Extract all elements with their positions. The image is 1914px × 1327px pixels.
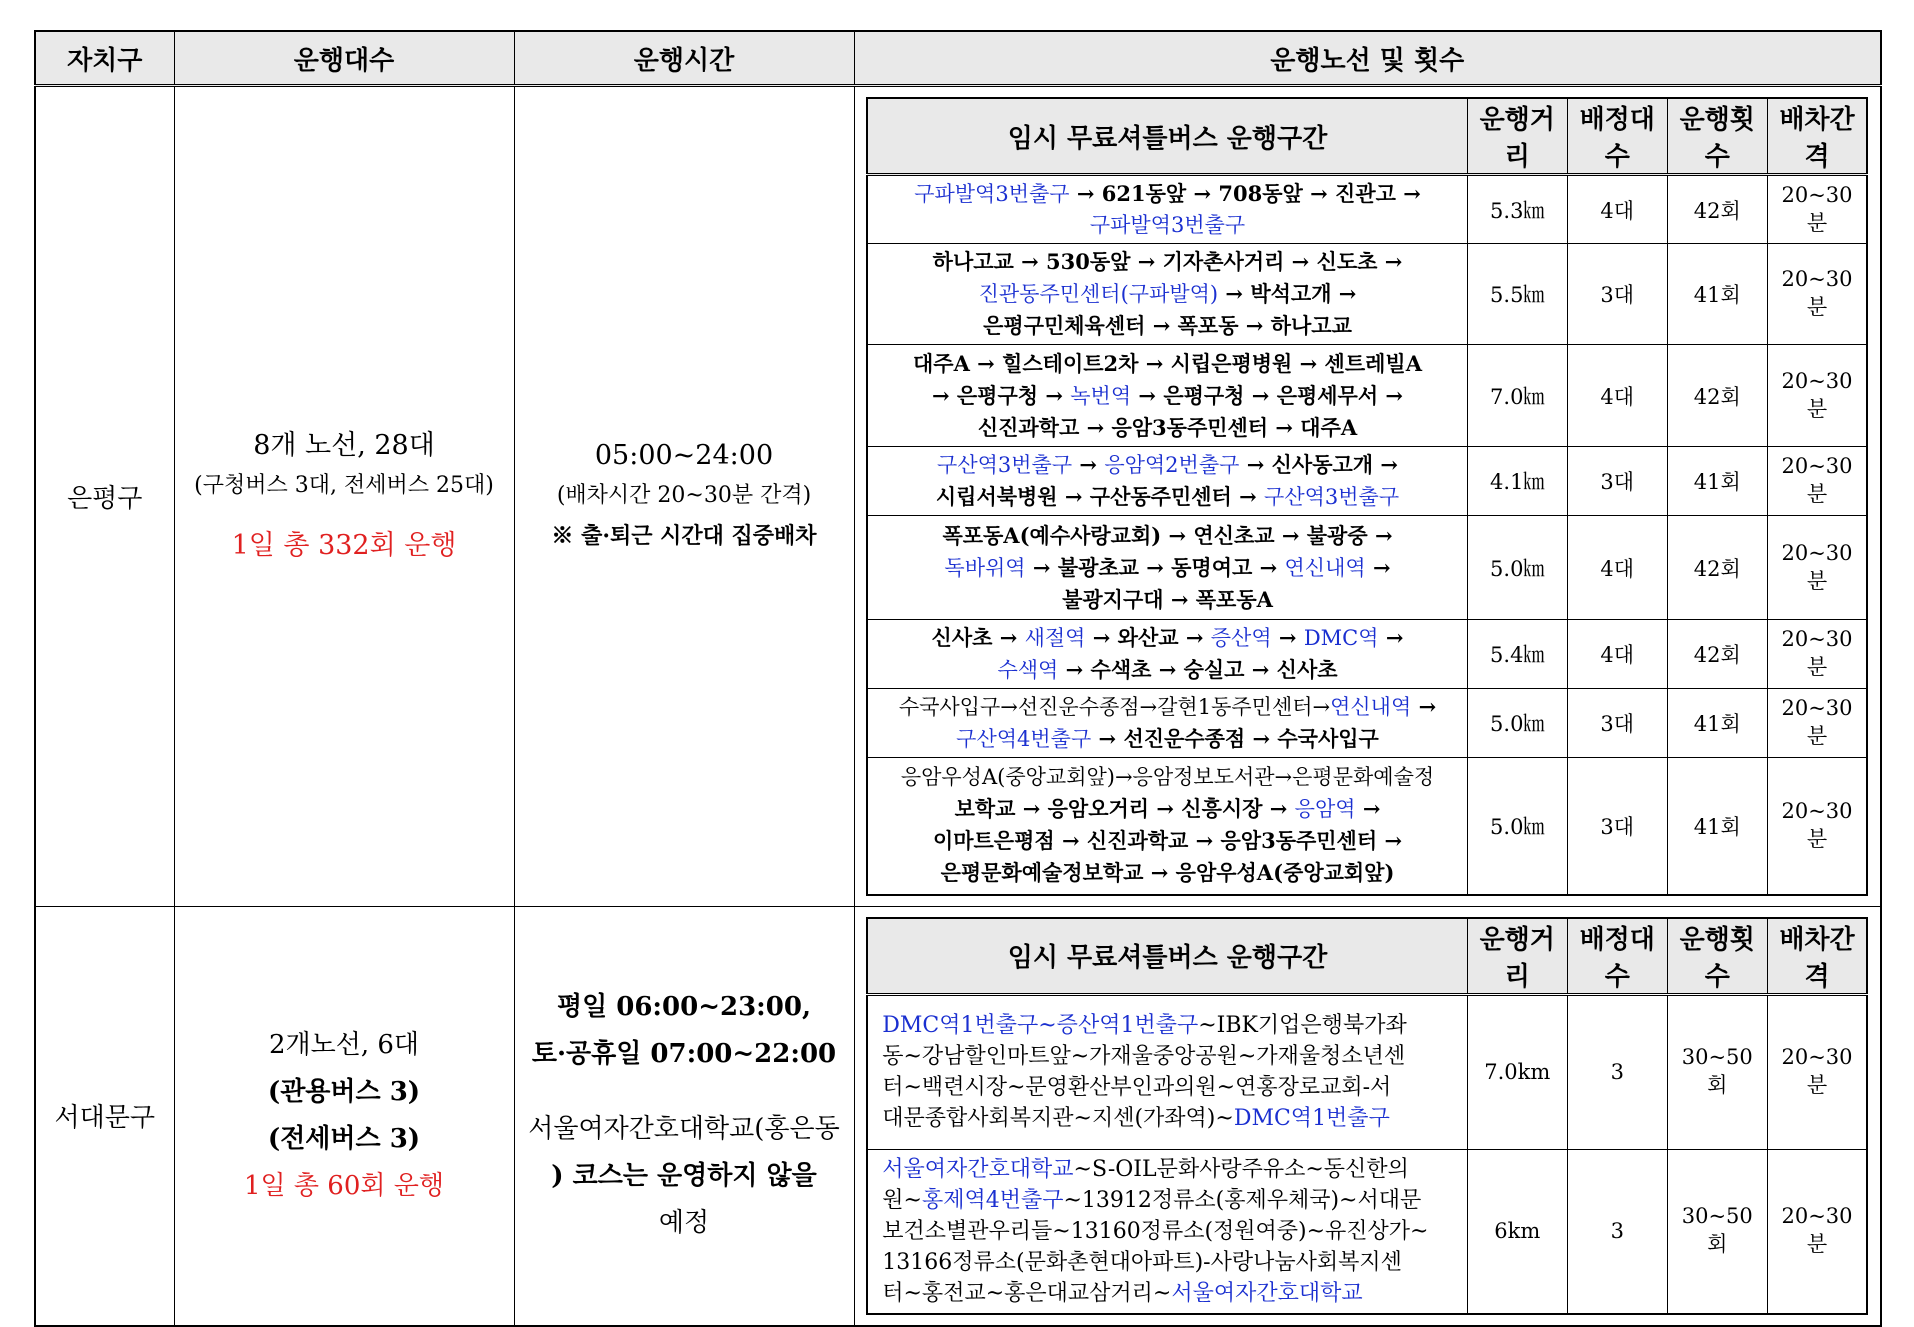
- route-trips: 41회: [1667, 447, 1767, 516]
- route-trips: 42회: [1667, 516, 1767, 620]
- seodaemun-route-table: [866, 917, 1868, 1315]
- stop-highlight: 독바위역: [944, 555, 1026, 580]
- route-distance: 7.0㎞: [1467, 345, 1567, 447]
- route-distance: 5.0㎞: [1467, 758, 1567, 895]
- eunpyeong-hours: [514, 86, 854, 907]
- route-text: 터~홍전교~홍은대교삼거리~: [882, 1280, 1172, 1306]
- route-row: [867, 758, 1867, 895]
- route-text: →: [1365, 554, 1391, 580]
- district-seodaemun: 서대문구: [35, 906, 174, 1326]
- seodaemun-note2: ) 코스는 운영하지 않을: [551, 1161, 817, 1191]
- stop-highlight: 구파발역3번출구: [1089, 213, 1246, 237]
- route-interval: 20~30분: [1767, 758, 1867, 895]
- route-row: [867, 1149, 1867, 1314]
- inner-header-trips: 운행횟수: [1667, 918, 1767, 995]
- route-row: [867, 689, 1867, 758]
- seodaemun-count-main: 2개노선, 6대: [268, 1029, 420, 1060]
- route-row: [867, 516, 1867, 620]
- route-path: [867, 516, 1467, 620]
- inner-header-buses: 배정대수: [1567, 98, 1667, 175]
- route-text: → 와산교 →: [1085, 625, 1211, 650]
- inner-header-row: [867, 98, 1867, 175]
- route-buses: 3대: [1567, 689, 1667, 758]
- route-text: ~S-OIL문화사랑주유소~동신한의: [1073, 1156, 1409, 1182]
- seodaemun-total: 1일 총 60회 운행: [243, 1170, 444, 1201]
- seodaemun-time-weekday: 평일 06:00~23:00,: [556, 992, 812, 1022]
- route-text: 대주A → 힐스테이트2차 → 시립은평병원 → 센트레빌A: [913, 350, 1422, 376]
- route-row: [867, 994, 1867, 1149]
- route-text: 신진과학고 → 응암3동주민센터 → 대주A: [977, 414, 1358, 440]
- route-buses: 3대: [1567, 244, 1667, 345]
- schedule-table: [34, 30, 1882, 1327]
- inner-header-route: 임시 무료셔틀버스 운행구간: [867, 98, 1467, 175]
- route-buses: 3대: [1567, 447, 1667, 516]
- route-text: 응암우성A(중앙교회앞)→응암정보도서관→은평문화예술정: [900, 765, 1435, 790]
- route-interval: 20~30분: [1767, 994, 1867, 1149]
- route-text: 불광지구대 → 폭포동A: [1062, 586, 1273, 612]
- route-path: [867, 758, 1467, 895]
- stop-highlight: 증산역: [1210, 626, 1272, 650]
- route-text: → 박석고개 →: [1218, 281, 1357, 306]
- eunpyeong-time-sub: (배차시간 20~30분 간격): [556, 483, 812, 509]
- inner-header-trips: 운행횟수: [1667, 98, 1767, 175]
- route-trips: 41회: [1667, 689, 1767, 758]
- seodaemun-bus-count: [174, 906, 514, 1326]
- route-buses: 3: [1567, 994, 1667, 1149]
- route-row: [867, 345, 1867, 447]
- route-text: → 621동앞 → 708동앞 → 진관고 →: [1069, 181, 1421, 206]
- route-trips: 41회: [1667, 758, 1767, 895]
- route-text: 대문종합사회복지관~지센(가좌역)~: [882, 1106, 1234, 1131]
- route-path: [867, 1149, 1467, 1314]
- header-district: 자치구: [35, 31, 174, 86]
- route-path: [867, 994, 1467, 1149]
- eunpyeong-count-main: 8개 노선, 28대: [253, 430, 435, 462]
- route-text: 신사초 →: [931, 625, 1025, 650]
- route-row: [867, 620, 1867, 689]
- route-text: 은평문화예술정보학교 → 응암우성A(중앙교회앞): [940, 860, 1395, 886]
- route-row: [867, 244, 1867, 345]
- stop-highlight: 서울여자간호대학교: [882, 1156, 1074, 1182]
- route-distance: 5.0㎞: [1467, 516, 1567, 620]
- route-trips: 41회: [1667, 244, 1767, 345]
- eunpyeong-count-sub: (구청버스 3대, 전세버스 25대): [194, 473, 494, 499]
- route-text: → 은평구청 →: [931, 382, 1071, 408]
- stop-highlight: 응암역: [1294, 797, 1356, 822]
- route-path: [867, 447, 1467, 516]
- inner-header-interval: 배차간격: [1767, 98, 1867, 175]
- route-buses: 3: [1567, 1149, 1667, 1314]
- route-text: 수국사입구→선진운수종점→갈현1동주민센터→: [898, 695, 1331, 719]
- row-eunpyeong: [35, 86, 1881, 907]
- seodaemun-count-sub2: (전세버스 3): [267, 1123, 421, 1154]
- inner-header-row: [867, 918, 1867, 995]
- route-path: [867, 689, 1467, 758]
- eunpyeong-time-note: ※ 출·퇴근 시간대 집중배차: [551, 523, 817, 550]
- route-trips: 30~50회: [1667, 1149, 1767, 1314]
- route-text: → 수색초 → 숭실고 → 신사초: [1058, 657, 1338, 682]
- stop-highlight: 연신내역: [1284, 555, 1366, 580]
- route-trips: 42회: [1667, 175, 1767, 244]
- stop-highlight: 응암역2번출구: [1104, 453, 1240, 477]
- route-interval: 20~30분: [1767, 689, 1867, 758]
- header-operating-hours: 운행시간: [514, 31, 854, 86]
- route-text: →: [1271, 625, 1304, 650]
- inner-header-buses: 배정대수: [1567, 918, 1667, 995]
- inner-header-interval: 배차간격: [1767, 918, 1867, 995]
- seodaemun-hours: [514, 906, 854, 1326]
- inner-header-distance: 운행거리: [1467, 98, 1567, 175]
- stop-highlight: DMC역1번출구~증산역1번출구: [882, 1013, 1199, 1038]
- route-buses: 4대: [1567, 345, 1667, 447]
- route-trips: 42회: [1667, 345, 1767, 447]
- row-seodaemun: [35, 906, 1881, 1326]
- route-path: [867, 345, 1467, 447]
- route-interval: 20~30분: [1767, 516, 1867, 620]
- route-text: 하나고교 → 530동앞 → 기자촌사거리 → 신도초 →: [932, 249, 1403, 274]
- route-path: [867, 620, 1467, 689]
- stop-highlight: 연신내역: [1330, 695, 1412, 719]
- route-interval: 20~30분: [1767, 447, 1867, 516]
- seodaemun-note3: 예정: [658, 1208, 710, 1238]
- inner-header-route: 임시 무료셔틀버스 운행구간: [867, 918, 1467, 995]
- stop-highlight: 녹번역: [1070, 383, 1132, 408]
- stop-highlight: 구산역3번출구: [1264, 485, 1400, 509]
- route-text: ~13912정류소(홍제우체국)~서대문: [1063, 1187, 1422, 1213]
- stop-highlight: 진관동주민센터(구파발역): [978, 282, 1219, 306]
- route-distance: 4.1㎞: [1467, 447, 1567, 516]
- route-interval: 20~30분: [1767, 620, 1867, 689]
- route-text: →: [1355, 796, 1381, 822]
- route-text: →: [1378, 625, 1404, 650]
- eunpyeong-bus-count: [174, 86, 514, 907]
- stop-highlight: 홍제역4번출구: [921, 1187, 1064, 1213]
- stop-highlight: 구파발역3번출구: [914, 182, 1070, 206]
- route-text: 원~: [882, 1187, 922, 1213]
- inner-header-distance: 운행거리: [1467, 918, 1567, 995]
- route-text: 보학교 → 응암오거리 → 신흥시장 →: [954, 796, 1295, 822]
- route-text: → 은평구청 → 은평세무서 →: [1131, 382, 1404, 408]
- route-text: 13166정류소(문화촌현대아파트)-사랑나눔사회복지센: [882, 1249, 1402, 1275]
- route-distance: 7.0km: [1467, 994, 1567, 1149]
- route-text: 터~백련시장~문영환산부인과의원~연홍장로교회-서: [882, 1075, 1392, 1100]
- route-row: [867, 447, 1867, 516]
- route-distance: 5.0㎞: [1467, 689, 1567, 758]
- route-text: 보건소별관우리들~13160정류소(정원여중)~유진상가~: [882, 1218, 1429, 1244]
- stop-highlight: DMC역1번출구: [1233, 1106, 1390, 1131]
- route-trips: 30~50회: [1667, 994, 1767, 1149]
- stop-highlight: 구산역4번출구: [956, 727, 1092, 751]
- route-text: →: [1411, 694, 1437, 719]
- stop-highlight: DMC역: [1303, 626, 1379, 650]
- eunpyeong-route-table: [866, 97, 1868, 896]
- route-buses: 4대: [1567, 620, 1667, 689]
- header-bus-count: 운행대수: [174, 31, 514, 86]
- route-text: →: [1072, 452, 1105, 477]
- seodaemun-count-sub1: (관용버스 3): [267, 1076, 421, 1107]
- route-interval: 20~30분: [1767, 175, 1867, 244]
- header-routes: 운행노선 및 횟수: [854, 31, 1881, 86]
- stop-highlight: 구산역3번출구: [937, 453, 1073, 477]
- route-text: → 불광초교 → 동명여고 →: [1025, 554, 1285, 580]
- route-text: 동~강남할인마트앞~가재울중앙공원~가재울청소년센: [882, 1044, 1406, 1069]
- eunpyeong-total: 1일 총 332회 운행: [231, 530, 457, 562]
- route-distance: 5.3㎞: [1467, 175, 1567, 244]
- seodaemun-routes-cell: [854, 906, 1881, 1326]
- stop-highlight: 수색역: [997, 658, 1059, 682]
- seodaemun-note1: 서울여자간호대학교(홍은동: [528, 1114, 840, 1144]
- route-text: → 선진운수종점 → 수국사입구: [1091, 726, 1379, 751]
- stop-highlight: 새절역: [1024, 626, 1086, 650]
- route-row: [867, 175, 1867, 244]
- route-interval: 20~30분: [1767, 345, 1867, 447]
- route-text: 이마트은평점 → 신진과학교 → 응암3동주민센터 →: [932, 828, 1403, 854]
- district-eunpyeong: 은평구: [35, 86, 174, 907]
- route-text: 시립서북병원 → 구산동주민센터 →: [935, 484, 1265, 509]
- stop-highlight: 서울여자간호대학교: [1171, 1280, 1363, 1306]
- route-path: [867, 175, 1467, 244]
- route-buses: 4대: [1567, 175, 1667, 244]
- route-text: → 신사동고개 →: [1239, 452, 1398, 477]
- route-trips: 42회: [1667, 620, 1767, 689]
- route-text: ~IBK기업은행북가좌: [1198, 1013, 1407, 1038]
- route-interval: 20~30분: [1767, 1149, 1867, 1314]
- route-text: 폭포동A(예수사랑교회) → 연신초교 → 불광중 →: [942, 522, 1393, 548]
- route-distance: 5.4㎞: [1467, 620, 1567, 689]
- seodaemun-time-weekend: 토·공휴일 07:00~22:00: [531, 1039, 837, 1069]
- route-distance: 6km: [1467, 1149, 1567, 1314]
- route-interval: 20~30분: [1767, 244, 1867, 345]
- route-buses: 4대: [1567, 516, 1667, 620]
- eunpyeong-time-main: 05:00~24:00: [594, 440, 774, 472]
- route-path: [867, 244, 1467, 345]
- eunpyeong-routes-cell: [854, 86, 1881, 907]
- route-distance: 5.5㎞: [1467, 244, 1567, 345]
- header-row: [35, 31, 1881, 86]
- route-buses: 3대: [1567, 758, 1667, 895]
- route-text: 은평구민체육센터 → 폭포동 → 하나고교: [983, 313, 1352, 338]
